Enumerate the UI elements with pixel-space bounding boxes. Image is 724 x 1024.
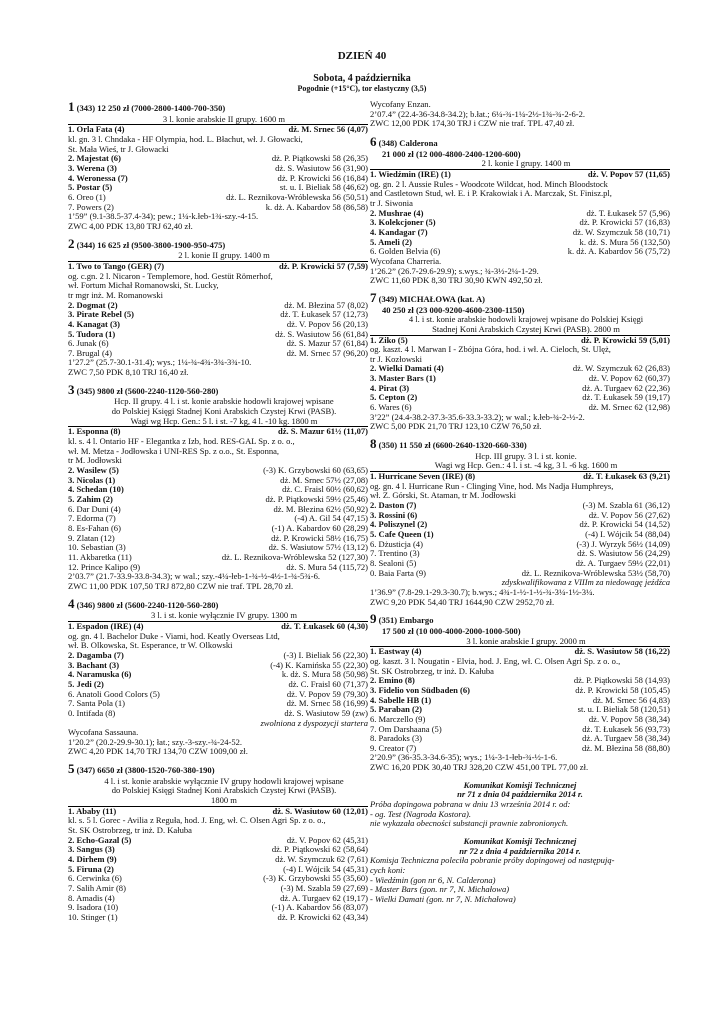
race-conditions: Wagi wg Hcp. Gen.: 4 l. i st. -4 kg, 3 l. -6 kg. 1600 m xyxy=(370,461,670,472)
race-block xyxy=(370,135,670,286)
continuation-line: 2’07.4” (22.4-36-34.8-34.2); b.łat.; 6¼-¾-1¼-2½-1¾-¾-2-6-2. xyxy=(370,108,586,119)
race-number: 8 xyxy=(370,436,377,452)
race-result-line: 1’36.9” (7.8-29.1-29.3-30.7); b.wys.; 4¾-1-½-1-½-¾-3¼-1½-3¼. xyxy=(370,586,595,597)
placing-jockey: dż. P. Piątkowski 62 (58,64) xyxy=(271,844,368,855)
komunikat-title: Komunikat Komisji Technicznej xyxy=(463,779,577,790)
winner-info: tr J. Kozłowski xyxy=(370,353,422,364)
placing-jockey: dż. L. Reznikova-Wróblewska 53½ (58,70) xyxy=(521,567,670,578)
placing-jockey: (-3) K. Grzybowski 55 (35,60) xyxy=(263,873,368,884)
race-number: 4 xyxy=(68,595,75,611)
placing-horse: 2. Mushrae (4) xyxy=(370,207,424,218)
race-block xyxy=(68,597,368,758)
placing-jockey: (-1) A. Kabardov 60 (28,29) xyxy=(271,523,368,533)
placing-jockey: (-4) K. Kamińska 55 (22,30) xyxy=(270,659,368,670)
placing-jockey: dż. S. Mazur 57 (61,84) xyxy=(286,338,368,349)
placing-jockey: dż. L. Reznikova-Wróblewska 56 (50,51) xyxy=(226,191,368,202)
race-result-line: ZWC 7,50 PDK 8,10 TRJ 16,40 zł. xyxy=(68,367,189,378)
placing-horse: 3. Pirate Rebel (5) xyxy=(68,309,134,320)
komunikat-line: - Wielki Damati (gon. nr 7, N. Michałowa) xyxy=(370,894,516,904)
placing-jockey: dż. A. Turgaev 58 (38,34) xyxy=(582,733,670,744)
placing-horse: 9. Isadora (10) xyxy=(68,902,119,913)
placing-jockey: (-3) M. Szabla 59 (27,69) xyxy=(280,883,368,894)
placing-horse: 3. Bachant (3) xyxy=(68,659,120,670)
winner-jockey: dż. M. Srnec 56 (4,07) xyxy=(288,124,368,135)
race-prize: (349) MICHAŁOWA (kat. A) xyxy=(378,293,486,304)
placing-horse: 2. Echo-Gazal (5) xyxy=(68,834,132,845)
race-note: zdyskwalifikowana z VIIIm za niedowagę jeźdźca xyxy=(501,577,670,588)
race-result-line: ZWC 9,20 PDK 54,40 TRJ 1644,90 CZW 2952,70 zł. xyxy=(370,596,555,607)
race-number: 6 xyxy=(370,133,377,149)
placing-horse: 4. Sabelle HB (1) xyxy=(370,694,432,705)
placing-horse: 5. Zahim (2) xyxy=(68,494,113,505)
continuation-line: ZWC 12,00 PDK 174,30 TRJ i CZW nie traf. TPL 47,40 zł. xyxy=(370,118,575,129)
race-result-line: Wycofana Charreria. xyxy=(370,255,442,266)
race-block xyxy=(68,383,368,592)
race-result-line: 3’22” (24.4-38.2-37.3-35.6-33.3-33.2); w wal.; k.łeb-¾-2-½-2. xyxy=(370,411,585,422)
placing-jockey: dż. M. Srnec 57 (96,20) xyxy=(286,347,368,358)
day-title: DZIEŃ 40 xyxy=(337,50,387,62)
placing-horse: 12. Prince Kalipo (9) xyxy=(68,561,141,572)
placing-horse: 2. Majestat (6) xyxy=(68,153,121,164)
placing-row xyxy=(68,913,368,923)
continuation-line: Wycofany Enzan. xyxy=(370,99,431,109)
placing-jockey: dż. P. Krowicki 62 (43,34) xyxy=(277,912,368,922)
placing-horse: 6. Dar Duni (4) xyxy=(68,503,121,514)
placing-jockey: dż. P. Piątkowski 58 (14,93) xyxy=(573,675,670,686)
race-conditions: 3 l. i st. konie wyłącznie IV grupy. 1300 m xyxy=(68,611,368,622)
winner-jockey: dż. S. Wasiutow 60 (12,01) xyxy=(272,805,368,816)
race-result-line: ZWC 16,20 PDK 30,40 TRJ 328,20 CZW 451,00 TPL 77,00 zł. xyxy=(370,762,589,773)
winner-jockey: dż. S. Mazur 61½ (11,07) xyxy=(277,426,368,437)
winner-info: tr J. Siwonia xyxy=(370,197,413,208)
race-prize: (344) 16 625 zł (9500-3800-1900-950-475) xyxy=(76,239,226,250)
race-heading xyxy=(370,135,670,150)
race-result-line: ZWC 5,00 PDK 21,70 TRJ 123,10 CZW 76,50 zł. xyxy=(370,421,542,432)
placing-jockey: dż. M. Srnec 56 (4,83) xyxy=(592,694,670,705)
winner-jockey: dż. T. Łukasek 60 (4,30) xyxy=(281,620,368,631)
race-5-continuation xyxy=(370,100,670,129)
placing-horse: 3. Werena (3) xyxy=(68,162,117,173)
komunikat-title: nr 72 z dnia 4 października 2014 r. xyxy=(459,845,581,856)
placing-jockey: (-4) I. Wójcik 54 (45,31) xyxy=(283,863,368,874)
winner-info: og. c.gn. 2 l. Nicaron - Templemore, hod. Gestüt Römerhof, xyxy=(68,270,273,281)
placing-horse: 7. Powers (2) xyxy=(68,201,114,212)
placing-horse: 6. Marczello (9) xyxy=(370,713,426,724)
winner-jockey: dż. P. Krowicki 57 (7,59) xyxy=(278,260,368,271)
race-heading xyxy=(68,762,368,777)
komunikat-line: cych koni: xyxy=(370,865,406,876)
race-block xyxy=(370,291,670,432)
komunikat-line: Komisja Techniczna poleciła pobranie próby dopingowej od następują- xyxy=(370,855,615,866)
placing-jockey: dż. P. Krowicki 54 (14,52) xyxy=(579,519,670,530)
placing-jockey: dż. P. Piątkowski 58 (26,35) xyxy=(271,153,368,164)
placing-jockey: k. dż. A. Kabardov 58 (86,58) xyxy=(265,201,368,212)
placing-jockey: dż. T. Łukasek 57 (12,73) xyxy=(280,309,368,320)
placing-jockey: dż. M. Srnec 62 (12,98) xyxy=(588,402,670,413)
placing-jockey: dż. V. Popov 62 (45,31) xyxy=(286,834,368,845)
placing-horse: 0. Intifada (8) xyxy=(68,707,116,718)
placing-horse: 5. Jedi (2) xyxy=(68,678,104,689)
race-conditions: 2 l. konie I grupy. 1400 m xyxy=(370,159,670,170)
race-heading xyxy=(68,237,368,252)
placing-jockey: dż. V. Popov 56 (20,13) xyxy=(286,318,368,329)
race-conditions: Stadnej Koni Arabskich Czystej Krwi (PASB). 2800 m xyxy=(370,325,670,336)
placing-horse: 8. Sealoni (5) xyxy=(370,557,417,568)
race-result-line: ZWC 11,60 PDK 8,30 TRJ 30,90 KWN 492,50 zł. xyxy=(370,275,543,286)
winner-info: wł. M. Metza - Jodłowska i UNI-RES Sp. z o.o., St. Esponna, xyxy=(68,445,280,456)
placing-jockey: k. dż. A. Kabardov 56 (75,72) xyxy=(567,246,670,257)
placing-jockey: dż. T. Łukasek 57 (5,96) xyxy=(586,207,670,218)
placing-horse: 8. Es-Fahan (6) xyxy=(68,523,121,533)
placing-jockey: dż. T. Łukasek 56 (93,73) xyxy=(582,723,670,734)
winner-info: og. kaszt. 4 l. Marwan I - Zbójna Góra, hod. i wł. A. Cieloch, St. Ulęż, xyxy=(370,344,611,355)
race-conditions: 3 l. konie arabskie II grupy. 1600 m xyxy=(68,115,368,126)
placing-horse: 6. Anatoli Good Colors (5) xyxy=(68,688,160,699)
placing-jockey: dż. V. Popov 58 (38,34) xyxy=(588,713,670,724)
winner-horse: 1. Espadon (IRE) (4) xyxy=(68,620,144,631)
placing-jockey: st. u. I. Bieliak 58 (120,51) xyxy=(577,704,670,715)
winner-horse: 1. Hurricane Seven (IRE) (8) xyxy=(370,471,476,482)
placing-jockey: dż. P. Krowicki 58½ (16,75) xyxy=(271,532,368,543)
placing-jockey: dż. P. Krowicki 57 (16,83) xyxy=(579,217,670,228)
winner-info: tr mgr inż. M. Romanowski xyxy=(68,289,163,300)
winner-info: wł. Fortum Michał Romanowski, St. Lucky, xyxy=(68,280,219,291)
placing-horse: 3. Master Bars (1) xyxy=(370,373,436,384)
placing-horse: 0. Baia Farta (9) xyxy=(370,567,427,578)
winner-info: and Castletown Stud, wł. E. i P. Krakowiak i A. Marczak, St. Finisz.pl, xyxy=(370,188,612,199)
placing-jockey: dż. S. Wasiutow 56 (24,29) xyxy=(577,548,670,559)
placing-horse: 4. Dirhem (9) xyxy=(68,854,117,865)
placing-horse: 10. Stinger (1) xyxy=(68,912,118,922)
race-conditions: Hcp. III grupy. 3 l. i st. konie. xyxy=(475,450,577,461)
placing-horse: 3. Nicolas (1) xyxy=(68,474,116,485)
placing-horse: 2. Dagamba (7) xyxy=(68,649,124,660)
race-heading xyxy=(370,437,670,452)
right-column xyxy=(370,100,670,905)
placing-jockey: k. dż. S. Mura 56 (132,50) xyxy=(579,236,670,247)
race-prize: (348) Calderona xyxy=(378,137,438,148)
placing-horse: 7. Brugal (4) xyxy=(68,347,112,358)
placing-jockey: dż. C. Fraisl 60 (71,37) xyxy=(288,678,368,689)
race-result-line: 1’59” (9.1-38.5-37.4-34); pew.; 1¼-k.łeb-1¾-szy.-4-15. xyxy=(68,211,259,222)
race-result-line: 1’26.2” (26.7-29.6-29.9); s.wys.; ¾-3½-2¼-1-29. xyxy=(370,265,539,276)
race-result-line: 2’03.7” (21.7-33.9-33.8-34.3); w wal.; szy.-4¼-łeb-1-¾-½-4½-1-¾-5¾-6. xyxy=(68,571,320,582)
winner-info: kl. gn. 3 l. Chndaka - HF Olympia, hod. L. Błachut, wł. J. Głowacki, xyxy=(68,134,303,144)
placing-jockey: dż. P. Krowicki 58 (105,45) xyxy=(575,684,670,695)
komunikat-71 xyxy=(370,781,670,829)
placing-horse: 4. Kanagat (3) xyxy=(68,318,120,329)
placing-horse: 2. Daston (7) xyxy=(370,500,417,511)
placing-horse: 5. Paraban (2) xyxy=(370,704,422,715)
weather-line: Pogodnie (+15°C), tor elastyczny (3,5) xyxy=(297,84,427,93)
placing-jockey: dż. T. Łukasek 59 (19,17) xyxy=(582,392,670,403)
placing-jockey: dż. A. Turgaev 62 (19,17) xyxy=(280,892,368,903)
placing-horse: 10. Sebastian (3) xyxy=(68,542,126,553)
placing-horse: 4. Schedan (10) xyxy=(68,484,124,495)
race-block xyxy=(370,437,670,607)
winner-horse: 1. Esponna (8) xyxy=(68,426,121,437)
placing-horse: 3. Kolekcjoner (5) xyxy=(370,217,436,228)
race-prize-line: 17 500 zł (10 000-4000-2000-1000-500) xyxy=(382,625,521,636)
komunikat-title: nr 71 z dnia 04 października 2014 r. xyxy=(457,789,583,800)
placing-horse: 8. Paradoks (3) xyxy=(370,733,422,744)
race-prize: (345) 9800 zł (5600-2240-1120-560-280) xyxy=(76,385,219,396)
placing-jockey: dż. V. Popov 56 (27,62) xyxy=(588,509,670,520)
race-number: 3 xyxy=(68,381,75,397)
placing-jockey: dż. M. Błezina 62½ (50,92) xyxy=(273,503,368,514)
placing-jockey: dż. S. Wasiutow 59 (zw) xyxy=(284,707,368,718)
race-heading xyxy=(370,612,670,627)
winner-info: og. gn. 4 l. Bachelor Duke - Viami, hod. Keatly Overseas Ltd, xyxy=(68,630,280,641)
placing-horse: 5. Cafe Queen (1) xyxy=(370,529,434,539)
komunikat-72 xyxy=(370,837,670,905)
race-conditions: Wagi wg Hcp. Gen.: 5 l. i st. -7 kg, 4 l. -10 kg. 1800 m xyxy=(68,417,368,428)
winner-jockey: dż. T. Łukasek 63 (9,21) xyxy=(583,471,670,482)
placing-horse: 4. Weronessa (7) xyxy=(68,172,128,183)
race-conditions: 3 l. konie arabskie I grupy. 2000 m xyxy=(370,637,670,648)
placing-jockey: dż. V. Popov 59 (79,30) xyxy=(286,688,368,699)
komunikat-line: - Master Bars (gon. nr 7, N. Michałowa) xyxy=(370,884,510,895)
placing-jockey: dż. A. Turgaev 59½ (22,01) xyxy=(575,557,670,568)
placing-jockey: dż. P. Krowicki 56 (16,84) xyxy=(277,172,368,183)
placing-horse: 4. Naramuska (6) xyxy=(68,669,132,680)
placing-jockey: (-3) M. Szabla 61 (36,12) xyxy=(582,500,670,511)
race-block xyxy=(68,237,368,378)
race-block xyxy=(370,612,670,773)
race-result-line: ZWC 11,00 PDK 107,50 TRJ 872,80 CZW nie traf. TPL 28,70 zł. xyxy=(68,580,294,591)
race-result-line: Wycofana Sassauna. xyxy=(68,727,139,738)
race-number: 2 xyxy=(68,235,75,251)
winner-horse: 1. Ziko (5) xyxy=(370,334,408,345)
placing-horse: 7. Edorma (7) xyxy=(68,513,116,524)
komunikat-line: - og. Test (Nagroda Kostora). xyxy=(370,808,471,819)
race-prize: (350) 11 550 zł (6600-2640-1320-660-330) xyxy=(378,440,527,451)
placing-horse: 3. Sangus (3) xyxy=(68,844,115,855)
placing-horse: 6. Dżusticja (4) xyxy=(370,538,423,549)
placing-jockey: dż. V. Popov 62 (60,37) xyxy=(588,373,670,384)
placing-jockey: (-4) I. Wójcik 54 (88,04) xyxy=(585,529,670,539)
winner-info: St. Mała Wieś, tr J. Głowacki xyxy=(68,143,169,154)
placing-horse: 7. Salih Amir (8) xyxy=(68,883,126,894)
race-conditions: do Polskiej Księgi Stadnej Koni Arabskich Czystej Krwi (PASB). xyxy=(111,785,337,796)
race-conditions: Hcp. II grupy. 4 l. i st. konie arabskie hodowli krajowej wpisane xyxy=(114,396,334,407)
winner-info: kl. s. 5 l. Gorec - Avilia z Reguła, hod. J. Eng, wł. C. Olsen Agri Sp. z o. o., xyxy=(68,815,326,826)
placing-jockey: k. dż. S. Mura 58 (50,98) xyxy=(281,669,368,680)
race-result-line: ZWC 4,00 PDK 13,80 TRJ 62,40 zł. xyxy=(68,220,193,231)
placing-horse: 6. Cerwinka (6) xyxy=(68,873,122,884)
placing-jockey: (-3) I. Bieliak 56 (22,30) xyxy=(283,649,368,660)
placing-horse: 8. Amadis (4) xyxy=(68,892,115,903)
placing-jockey: (-4) A. Gil 54 (47,15) xyxy=(294,513,368,524)
placing-jockey: dż. L. Reznikova-Wróblewska 52 (127,30) xyxy=(221,551,368,562)
race-heading xyxy=(68,100,368,115)
race-prize-line: 40 250 zł (23 000-9200-4600-2300-1150) xyxy=(382,304,525,315)
winner-horse: 1. Eastway (4) xyxy=(370,646,422,657)
placing-horse: 2. Wielki Damati (4) xyxy=(370,363,444,374)
winner-info: tr M. Jodłowski xyxy=(68,455,122,466)
placing-horse: 2. Wasilew (5) xyxy=(68,465,119,476)
placing-jockey: st. u. I. Bieliak 58 (46,62) xyxy=(279,182,368,193)
placing-horse: 5. Postar (5) xyxy=(68,182,113,193)
placing-jockey: dż. M. Błezina 58 (88,80) xyxy=(581,742,670,753)
placing-horse: 6. Oreo (1) xyxy=(68,191,106,202)
winner-info: og. gn. 2 l. Aussie Rules - Woodcote Wildcat, hod. Minch Bloodstock xyxy=(370,178,608,189)
race-heading xyxy=(68,383,368,398)
placing-horse: 3. Fidelio von Südbaden (6) xyxy=(370,684,470,695)
race-block xyxy=(68,100,368,232)
race-number: 9 xyxy=(370,611,377,627)
placing-horse: 5. Firuna (2) xyxy=(68,863,114,874)
race-heading xyxy=(68,597,368,612)
winner-jockey: dż. P. Krowicki 59 (5,01) xyxy=(580,334,670,345)
placing-jockey: dż. S. Wasiutow 56 (31,90) xyxy=(275,162,368,173)
winner-info: og. gn. 4 l. Hurricane Run - Clinging Vine, hod. Ms Nadja Humphreys, xyxy=(370,480,614,491)
placing-horse: 2. Dogmat (2) xyxy=(68,299,118,310)
race-prize: (351) Embargo xyxy=(378,615,434,626)
race-conditions: 1800 m xyxy=(68,796,368,807)
winner-info: og. kaszt. 3 l. Nougatin - Elvia, hod. J. Eng, wł. C. Olsen Agri Sp. z o. o., xyxy=(370,655,621,666)
race-conditions: do Polskiej Księgi Stadnej Koni Arabskich Czystej Krwi (PASB). xyxy=(111,406,337,417)
winner-info: wł. B. Olkowska, St. Esperance, tr W. Olkowski xyxy=(68,640,233,651)
komunikat-title: Komunikat Komisji Technicznej xyxy=(463,836,577,847)
placing-jockey: dż. C. Fraisl 60½ (60,62) xyxy=(282,484,368,495)
race-conditions: 4 l. i st. konie arabskie hodowli krajowej wpisane do Polskiej Księgi xyxy=(408,314,644,325)
placing-jockey: (-3) K. Grzybowski 60 (63,65) xyxy=(263,465,368,476)
left-column xyxy=(68,100,368,928)
race-number: 5 xyxy=(68,761,75,777)
race-block xyxy=(68,762,368,923)
winner-info: wł. Z. Górski, St. Ataman, tr M. Jodłowski xyxy=(370,490,517,501)
placing-horse: 4. Pirat (3) xyxy=(370,382,410,393)
race-prize-line: 21 000 zł (12 000-4800-2400-1200-600) xyxy=(382,148,521,159)
winner-info: St. SK Ostrobrzeg, tr inż. D. Kałuba xyxy=(68,825,192,836)
placing-jockey: (-3) J. Wyrzyk 56½ (14,09) xyxy=(576,538,670,549)
winner-jockey: dż. S. Wasiutow 58 (16,22) xyxy=(574,646,670,657)
race-note: zwolniona z dyspozycji startera xyxy=(260,717,368,728)
race-heading xyxy=(370,291,670,306)
date-line: Sobota, 4 października xyxy=(313,73,411,84)
placing-horse: 4. Kandagar (7) xyxy=(370,226,428,237)
placing-horse: 7. Om Darshaana (5) xyxy=(370,723,442,734)
placing-horse: 7. Trentino (3) xyxy=(370,548,420,559)
race-result-line: 1’27.2” (25.7-30.1-31.4); wys.; 1¼-¾-4¾-3¾-3¾-10. xyxy=(68,357,252,368)
winner-horse: 1. Two to Tango (GER) (7) xyxy=(68,260,165,271)
winner-info: St. SK Ostrobrzeg, tr inż. D. Kałuba xyxy=(370,665,494,676)
placing-jockey: dż. S. Wasiutow 57½ (13,12) xyxy=(268,542,368,553)
placing-horse: 5. Cepton (2) xyxy=(370,392,418,403)
komunikat-line: Próba dopingowa pobrana w dniu 13 września 2014 r. od: xyxy=(370,799,571,810)
race-prize: (346) 9800 zł (5600-2240-1120-560-280) xyxy=(76,599,219,610)
winner-jockey: dż. V. Popov 57 (11,65) xyxy=(587,168,670,179)
winner-info: kl. s. 4 l. Ontario HF - Elegantka z Izb, hod. RES-GAL Sp. z o. o., xyxy=(68,436,295,447)
placing-jockey: dż. S. Mura 54 (115,72) xyxy=(286,561,368,572)
placing-horse: 3. Rossini (6) xyxy=(370,509,418,520)
race-number: 7 xyxy=(370,289,377,305)
race-result-line: 2’20.9” (36-35.3-34.6-35); wys.; 1¼-3-1-łeb-¾-½-1-6. xyxy=(370,752,558,763)
placing-jockey: dż. P. Piątkowski 59½ (25,46) xyxy=(265,494,368,505)
race-conditions: 2 l. konie II grupy. 1400 m xyxy=(68,251,368,262)
race-result-line: ZWC 4,20 PDK 14,70 TRJ 134,70 CZW 1009,00 zł. xyxy=(68,746,248,757)
placing-jockey: dż. W. Szymczuk 62 (7,61) xyxy=(275,854,368,865)
placing-jockey: dż. M. Błezina 57 (8,02) xyxy=(284,299,368,310)
placing-horse: 7. Santa Pola (1) xyxy=(68,698,125,709)
komunikat-line: - Wiedźmin (gon nr 6, N. Calderona) xyxy=(370,874,496,885)
race-prize: (347) 6650 zł (3800-1520-760-380-190) xyxy=(76,765,215,776)
placing-jockey: dż. W. Szymczuk 62 (26,83) xyxy=(572,363,670,374)
placing-jockey: (-1) A. Kabardov 56 (83,07) xyxy=(271,902,368,913)
race-number: 1 xyxy=(68,99,75,114)
winner-horse: 1. Ababy (11) xyxy=(68,805,117,816)
placing-horse: 9. Creator (7) xyxy=(370,742,417,753)
placing-horse: 4. Poliszynel (2) xyxy=(370,519,428,530)
placing-horse: 6. Wares (6) xyxy=(370,402,412,413)
placing-jockey: dż. S. Wasiutow 56 (61,84) xyxy=(275,328,368,339)
placing-jockey: dż. A. Turgaev 62 (22,36) xyxy=(582,382,670,393)
placing-horse: 5. Tudora (1) xyxy=(68,328,116,339)
placing-horse: 6. Junak (6) xyxy=(68,338,109,349)
right-races xyxy=(370,135,670,773)
komunikat-line: nie wykazała obecności substancji prawnie zabronionych. xyxy=(370,818,569,829)
placing-horse: 5. Ameli (2) xyxy=(370,236,413,247)
placing-horse: 9. Zlatan (12) xyxy=(68,532,115,543)
placing-horse: 11. Akbaretka (11) xyxy=(68,551,132,562)
race-prize: (343) 12 250 zł (7000-2800-1400-700-350) xyxy=(76,103,226,113)
winner-horse: 1. Orla Fata (4) xyxy=(68,124,125,135)
race-result-line: 1’20.2” (20.2-29.9-30.1); łat.; szy.-3-szy.-¾-24-52. xyxy=(68,736,243,747)
placing-jockey: dż. M. Srnec 58 (16,99) xyxy=(286,698,368,709)
placing-jockey: dż. M. Srnec 57½ (27,08) xyxy=(280,474,368,485)
race-conditions: 4 l. i st. konie arabskie wyłącznie IV grupy hodowli krajowej wpisane xyxy=(104,775,344,786)
placing-jockey: dż. W. Szymczuk 58 (10,71) xyxy=(572,226,670,237)
placing-horse: 2. Emino (8) xyxy=(370,675,415,686)
winner-horse: 1. Wiedźmin (IRE) (1) xyxy=(370,168,451,179)
placing-horse: 6. Golden Belvia (6) xyxy=(370,246,441,257)
